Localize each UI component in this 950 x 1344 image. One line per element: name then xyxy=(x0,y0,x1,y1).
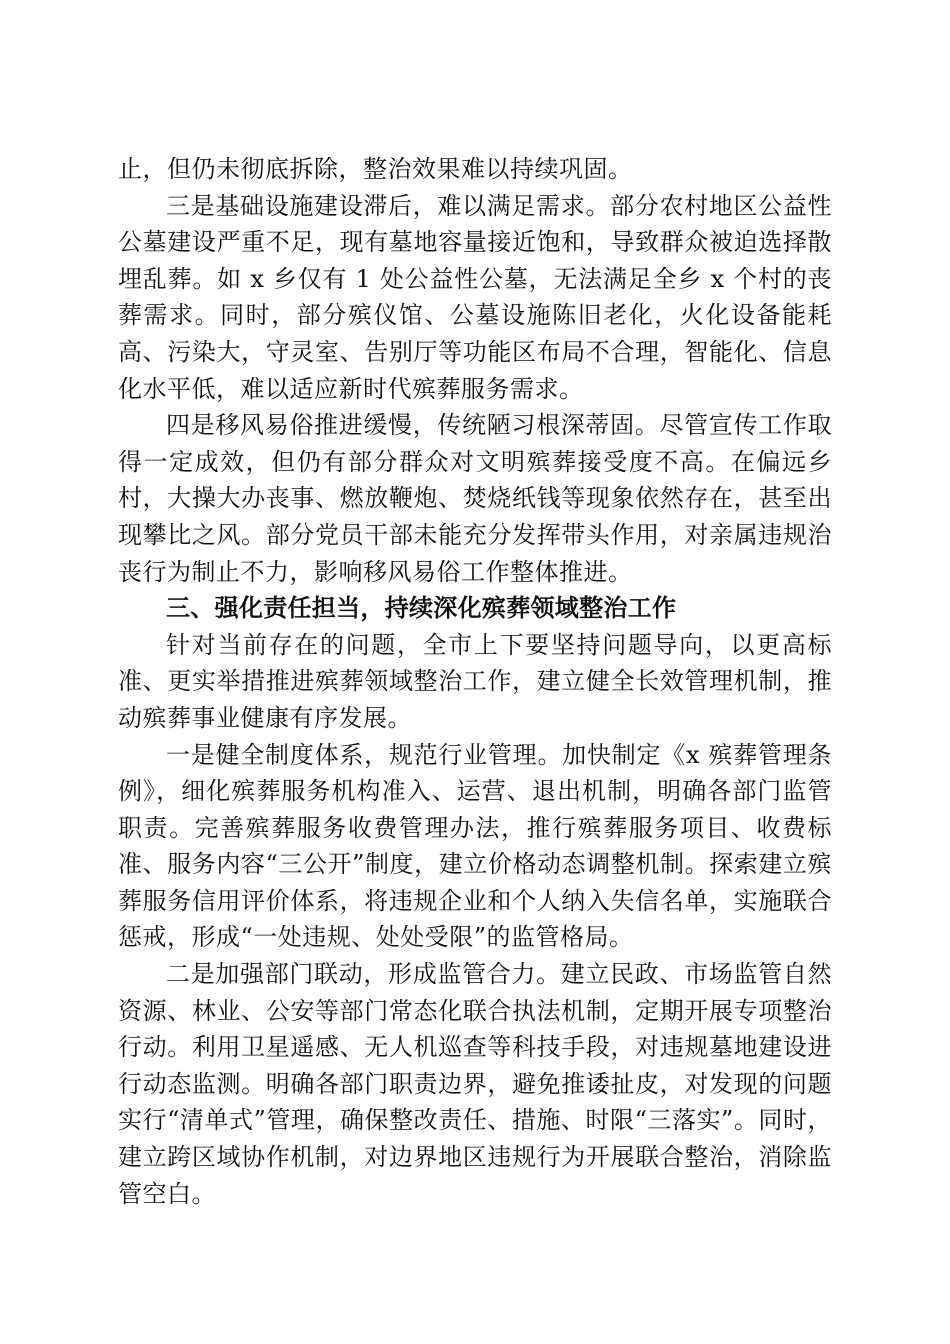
paragraph-section-intro: 针对当前存在的问题，全市上下要坚持问题导向，以更高标准、更实举措推进殡葬领域整治工作，建立健全长效管理机制，推动殡葬事业健康有序发展。 xyxy=(118,630,832,732)
section-heading-3: 三、强化责任担当，持续深化殡葬领域整治工作 xyxy=(166,594,677,623)
paragraph-continuation: 止，但仍未彻底拆除，整治效果难以持续巩固。 xyxy=(118,155,633,183)
paragraph-department-coordination: 二是加强部门联动，形成监管合力。建立民政、市场监管自然资源、林业、公安等部门常态化联合执法机制，定期开展专项整治行动。利用卫星遥感、无人机巡查等科技手段，对违规墓地建设进行动态监测。明确各部门职责边界，避免推诿扯皮，对发现的问题实行“清单式”管理，确保整改责任、措施、时限“三落实”。同时，建立跨区域协作机制，对边界地区违规行为开展联合整治，消除监管空白。 xyxy=(118,960,832,1208)
paragraph-institutions: 一是健全制度体系，规范行业管理。加快制定《x 殡葬管理条例》，细化殡葬服务机构准入、运营、退出机制，明确各部门监管职责。完善殡葬服务收费管理办法，推行殡葬服务项目、收费标准、服务内容“三公开”制度，建立价格动态调整机制。探索建立殡葬服务信用评价体系，将违规企业和个人纳入失信名单，实施联合惩戒，形成“一处违规、处处受限”的监管格局。 xyxy=(118,740,832,952)
paragraph-customs-reform: 四是移风易俗推进缓慢，传统陋习根深蒂固。尽管宣传工作取得一定成效，但仍有部分群众对文明殡葬接受度不高。在偏远乡村，大操大办丧事、燃放鞭炮、焚烧纸钱等现象依然存在，甚至出现攀比之风。部分党员干部未能充分发挥带头作用，对亲属违规治丧行为制止不力，影响移风易俗工作整体推进。 xyxy=(118,411,832,586)
document-body xyxy=(118,151,832,1212)
paragraph-infrastructure: 三是基础设施建设滞后，难以满足需求。部分农村地区公益性公墓建设严重不足，现有墓地容量接近饱和，导致群众被迫选择散埋乱葬。如 x 乡仅有 1 处公益性公墓，无法满足全乡 x 个村的丧葬需求。同时，部分殡仪馆、公墓设施陈旧老化，火化设备能耗高、污染大，守灵室、告别厅等功能区布局不合理，智能化、信息化水平低，难以适应新时代殡葬服务需求。 xyxy=(118,191,832,403)
